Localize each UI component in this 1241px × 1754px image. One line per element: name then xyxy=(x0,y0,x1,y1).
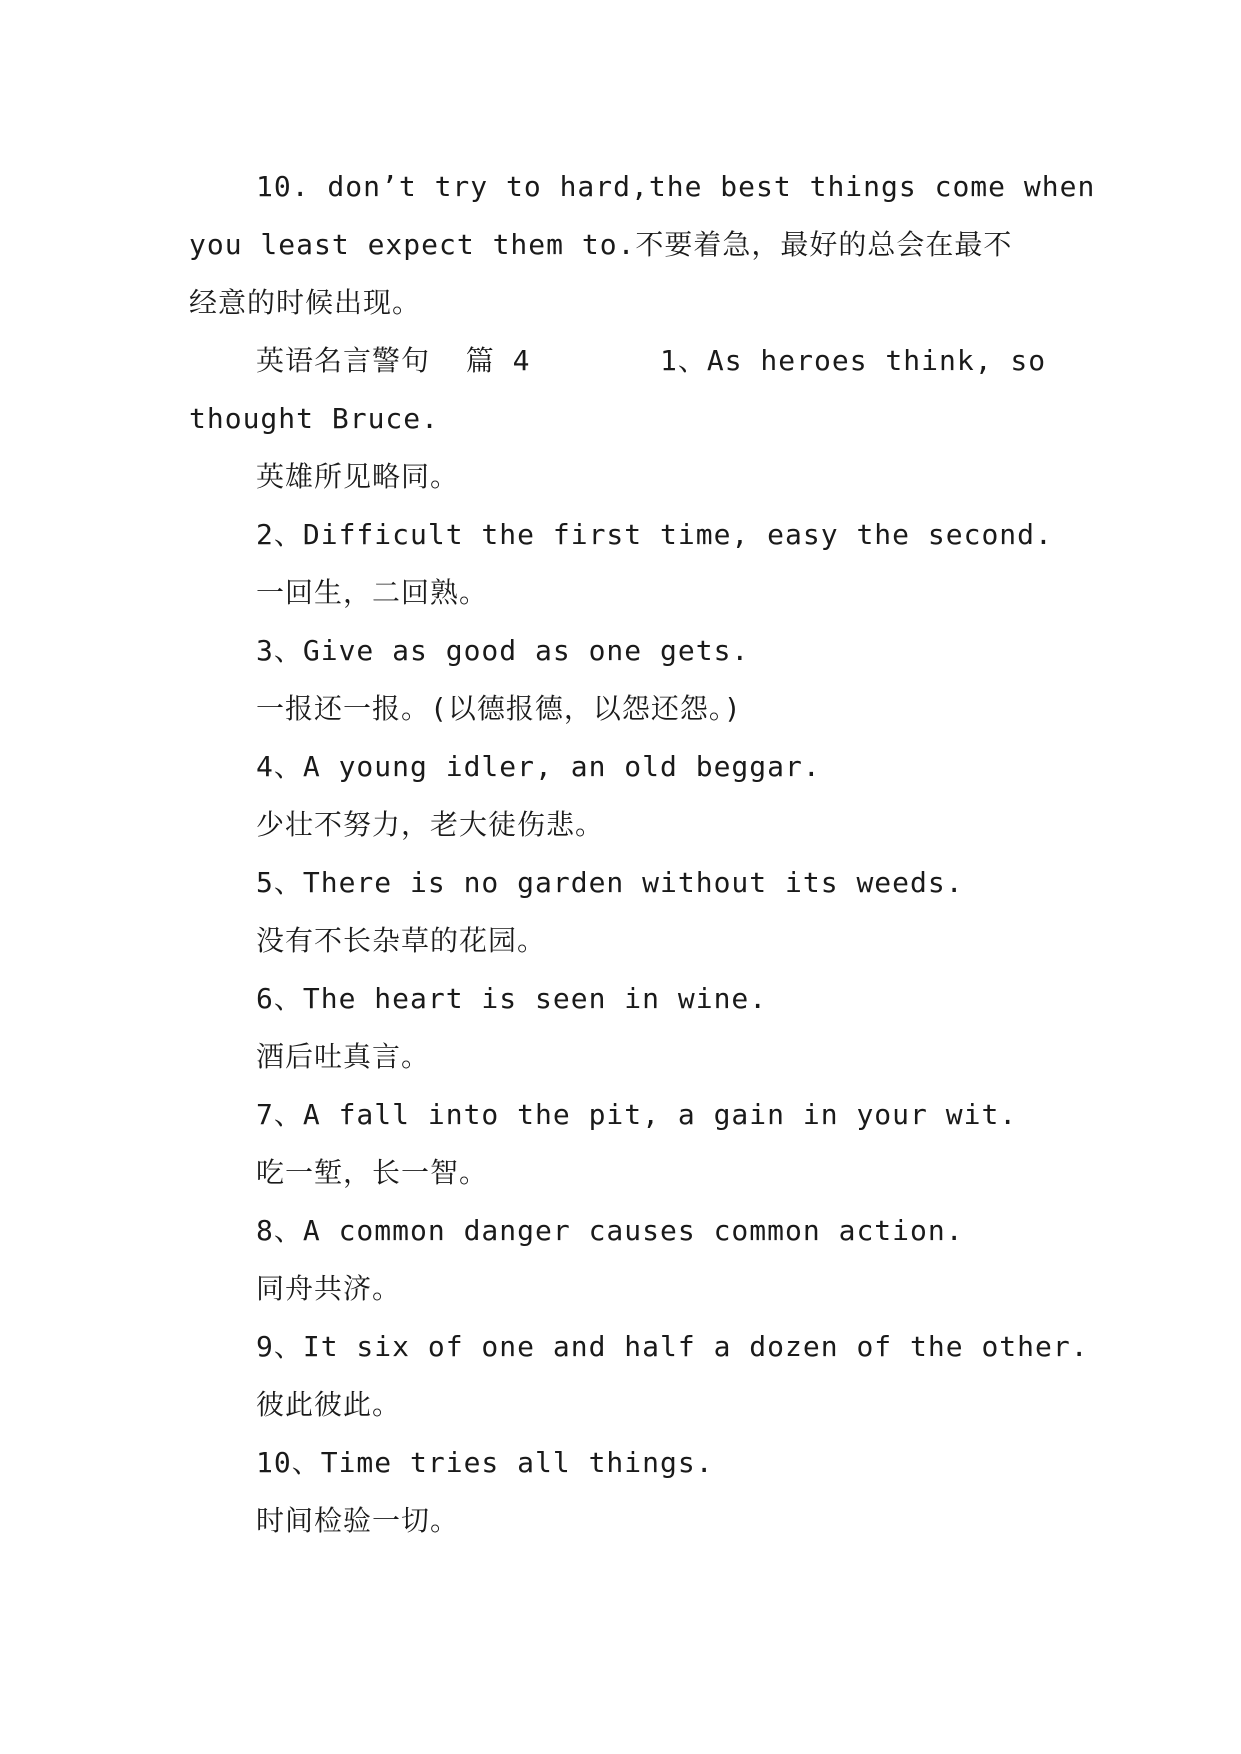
quote-9-cn: 彼此彼此。 xyxy=(256,1388,402,1421)
quote-3-en: 3、Give as good as one gets. xyxy=(256,634,750,667)
quote-2-cn: 一回生，二回熟。 xyxy=(256,576,489,609)
quote-9-en: 9、It six of one and half a dozen of the other. xyxy=(256,1330,1089,1363)
quote-1-en: 1、As heroes think, so xyxy=(660,344,1047,377)
quote-1-cn: 英雄所见略同。 xyxy=(256,460,460,493)
intro-line-2: you least expect them to.不要着急，最好的总会在最不 xyxy=(189,228,1013,261)
quote-10-cn: 时间检验一切。 xyxy=(256,1504,460,1537)
quote-4-cn: 少壮不努力，老大徒伤悲。 xyxy=(256,808,605,841)
quote-2-en: 2、Difficult the first time, easy the second. xyxy=(256,518,1053,551)
quote-5-cn: 没有不长杂草的花园。 xyxy=(256,924,547,957)
quote-7-en: 7、A fall into the pit, a gain in your wit. xyxy=(256,1098,1018,1131)
quote-5-en: 5、There is no garden without its weeds. xyxy=(256,866,964,899)
section-heading: 英语名言警句 篇 4 xyxy=(256,344,531,377)
quote-8-en: 8、A common danger causes common action. xyxy=(256,1214,964,1247)
intro-line-3: 经意的时候出现。 xyxy=(189,286,422,319)
quote-1-en-continued: thought Bruce. xyxy=(189,402,440,435)
quote-8-cn: 同舟共济。 xyxy=(256,1272,402,1305)
quote-4-en: 4、A young idler, an old beggar. xyxy=(256,750,821,783)
quote-3-cn: 一报还一报。(以德报德，以怨还怨。) xyxy=(256,692,742,725)
quote-6-cn: 酒后吐真言。 xyxy=(256,1040,431,1073)
quote-10-en: 10、Time tries all things. xyxy=(256,1446,714,1479)
intro-line-1: 10. don’t try to hard,the best things come when xyxy=(256,170,1096,203)
quote-6-en: 6、The heart is seen in wine. xyxy=(256,982,768,1015)
quote-7-cn: 吃一堑，长一智。 xyxy=(256,1156,489,1189)
